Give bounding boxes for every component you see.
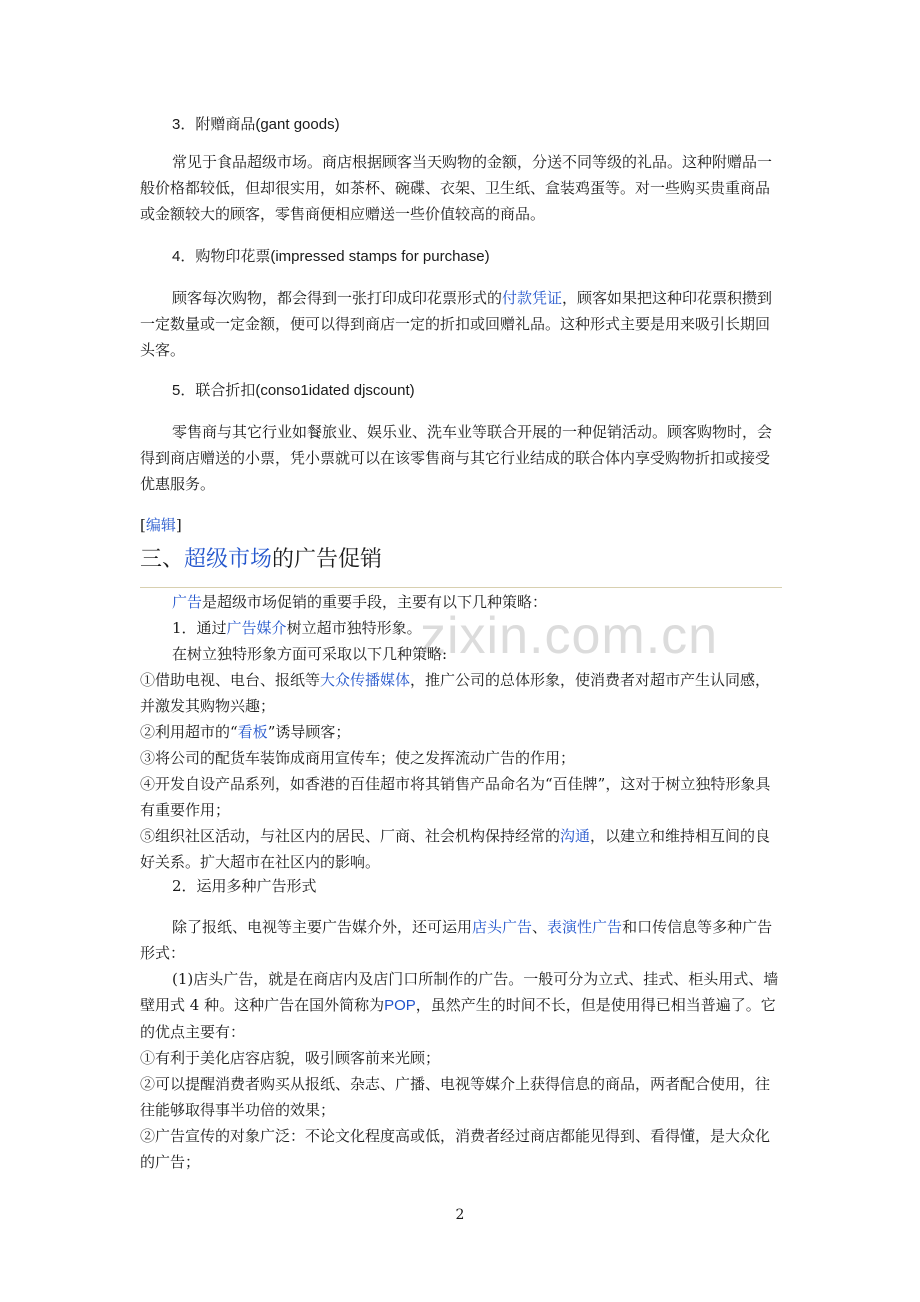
supermarket-link[interactable]: 超级市场	[184, 547, 273, 572]
advantage-3: ②广告宣传的对象广泛：不论文化程度高或低，消费者经过商店都能见得到、看得懂，是大众化的广告；	[140, 1127, 771, 1171]
strategy-2	[140, 719, 782, 745]
advertising-link[interactable]: 广告	[172, 593, 203, 611]
watermark: zixin.com.cn	[420, 607, 719, 665]
section-5-title: 5．联合折扣(conso1idated djscount)	[172, 382, 415, 399]
advantage-1: ①有利于美化店容店貌，吸引顾客前来光顾；	[140, 1049, 441, 1067]
bracket-close: ]	[175, 516, 182, 534]
text-span: 树立超市独特形象。	[286, 619, 422, 637]
ad-item-1	[140, 615, 782, 641]
section-5-paragraph: 零售商与其它行业如餐旅业、娱乐业、洗车业等联合开展的一种促销活动。顾客购物时，会得到商店赠送的小票，凭小票就可以在该零售商与其它行业结成的联合体内享受购物折扣或接受优惠服务。	[140, 423, 773, 493]
performance-ad-link[interactable]: 表演性广告	[547, 918, 623, 936]
text-span: 顾客每次购物，都会得到一张打印成印花票形式的	[172, 289, 503, 307]
text-span: 1．通过	[172, 619, 227, 637]
strategy-1	[140, 667, 782, 719]
strategy-4: ④开发自设产品系列，如香港的百佳超市将其销售产品命名为“百佳牌”，这对于树立独特形象具有重要作用；	[140, 775, 771, 819]
heading-suffix: 的广告促销	[272, 547, 383, 572]
text-span: ⑤组织社区活动，与社区内的居民、厂商、社会机构保持经常的	[140, 827, 561, 845]
ad-item-2: 2．运用多种广告形式	[172, 877, 317, 895]
in-store-ad-link[interactable]: 店头广告	[472, 918, 533, 936]
strategy-5	[140, 823, 782, 875]
edit-link[interactable]: 编辑	[145, 516, 176, 534]
bracket-open: [	[140, 516, 146, 534]
advantage-2: ②可以提醒消费者购买从报纸、杂志、广播、电视等媒介上获得信息的商品，两者配合使用，往往能够取得事半功倍的效果；	[140, 1075, 771, 1119]
ad-forms-body	[140, 914, 782, 1175]
communication-link[interactable]: 沟通	[560, 827, 591, 845]
text-span: 是超级市场促销的重要手段，主要有以下几种策略：	[202, 593, 548, 611]
text-span: ①借助电视、电台、报纸等	[140, 671, 321, 689]
text-span: (1)店头广告，就是在商店内及店门口所制作的广告。一般可分为立式、挂式、柜头用式、墙壁用式 4 种。这种广告在国外简称为	[140, 970, 779, 1014]
text-span: ，推广公司的总体形象，使消费者对超市产生认同感，并激发其购物兴趣；	[140, 671, 771, 715]
text-span: ”诱导顾客；	[267, 723, 351, 741]
section-4-title: 4．购物印花票(impressed stamps for purchase)	[172, 248, 490, 265]
heading-prefix: 三、	[140, 547, 185, 572]
ad-item-1-sub: 在树立独特形象方面可采取以下几种策略:	[172, 645, 448, 663]
text-span: ，以建立和维持相互间的良好关系。扩大超市在社区内的影响。	[140, 827, 771, 871]
edit-link-wrapper	[140, 512, 782, 538]
section-4-paragraph	[140, 285, 782, 363]
section-3-paragraph: 常见于食品超级市场。商店根据顾客当天购物的金额，分送不同等级的礼品。这种附赠品一般价格都较低，但却很实用，如茶杯、碗碟、衣架、卫生纸、盒装鸡蛋等。对一些购买贵重商品或金额较大的顾客，零售商便相应赠送一些价值较高的商品。	[140, 153, 773, 223]
text-span: ，虽然产生的时间不长，但是使用得已相当普遍了。它的优点主要有：	[140, 996, 776, 1041]
text-span: 除了报纸、电视等主要广告媒介外，还可运用	[172, 918, 473, 936]
text-span: 和口传信息等多种广告形式：	[140, 918, 773, 962]
signboard-link[interactable]: 看板	[237, 723, 268, 741]
text-span: ②利用超市的“	[140, 723, 238, 741]
ad-section-body	[140, 589, 782, 875]
strategy-3: ③将公司的配货车装饰成商用宣传车；使之发挥流动广告的作用；	[140, 749, 576, 767]
section-heading	[140, 544, 382, 576]
ad-forms-paragraph	[140, 914, 782, 966]
pop-link[interactable]: POP	[384, 997, 416, 1014]
ad-intro	[140, 589, 782, 615]
text-span: ，顾客如果把这种印花票积攒到一定数量或一定金额，便可以得到商店一定的折扣或回赠礼品。这种形式主要是用来吸引长期回头客。	[140, 289, 773, 359]
ad-media-link[interactable]: 广告媒介	[226, 619, 287, 637]
page-number: 2	[455, 1207, 465, 1223]
heading-divider	[140, 587, 782, 588]
mass-media-link[interactable]: 大众传播媒体	[320, 671, 411, 689]
payment-voucher-link[interactable]: 付款凭证	[502, 289, 563, 307]
text-span: 、	[532, 918, 548, 936]
section-3-title: 3．附赠商品(gant goods)	[172, 116, 340, 133]
in-store-ad-paragraph	[140, 966, 782, 1045]
